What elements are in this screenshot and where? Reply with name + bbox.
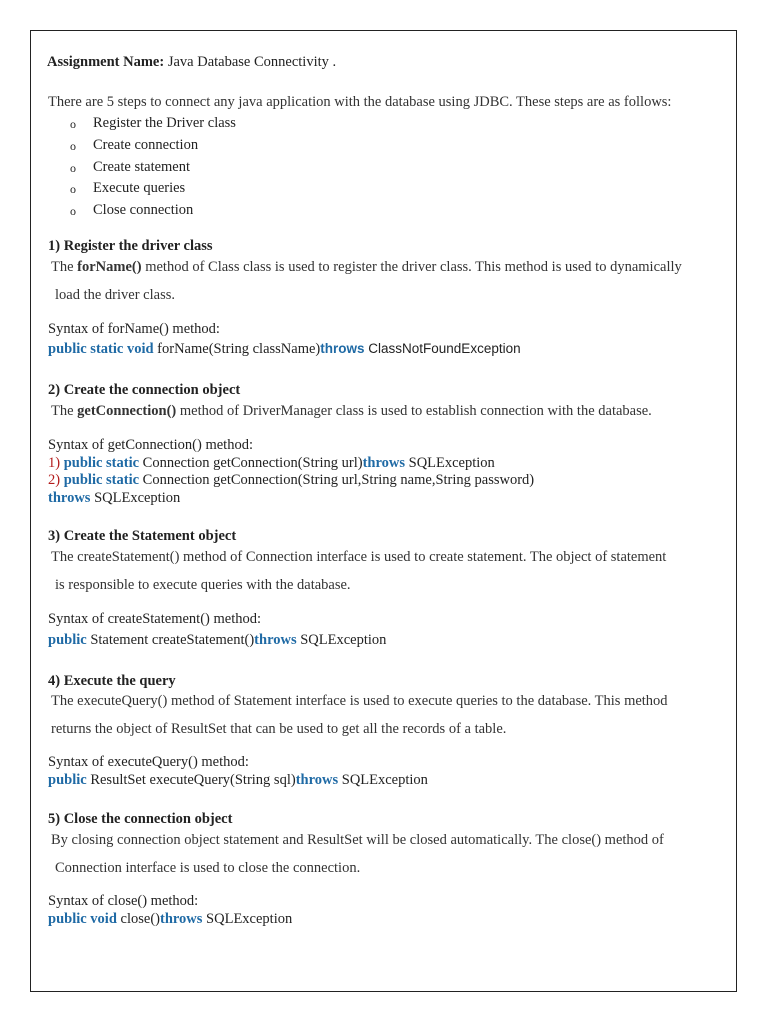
section-2-code-line1: [48, 454, 495, 472]
section-5-heading: 5) Close the connection object: [48, 811, 233, 827]
code-keyword: public: [48, 632, 87, 648]
assignment-line: [47, 53, 336, 71]
section-5-code: [48, 910, 292, 928]
method-name: getConnection(): [77, 403, 177, 419]
section-3-desc-line1: The createStatement() method of Connection interface is used to create statement. The object of statement: [51, 549, 667, 565]
section-4-syntax-label: Syntax of executeQuery() method:: [48, 754, 249, 770]
intro-text: There are 5 steps to connect any java application with the database using JDBC. These steps are as follows:: [48, 94, 672, 110]
section-1-desc-line1: [51, 258, 682, 276]
code-text: SQLException: [296, 632, 387, 648]
code-text: ResultSet executeQuery(String sql): [86, 772, 296, 788]
section-4-code: [48, 771, 428, 789]
desc-text: The: [51, 259, 78, 275]
code-number: 1): [48, 455, 64, 471]
bullet-icon: o: [70, 139, 76, 153]
code-number: 2): [48, 472, 64, 488]
code-text: SQLException: [338, 772, 428, 788]
section-1-code: [48, 340, 521, 358]
code-text: Connection getConnection(String url,String name,String password): [139, 472, 535, 488]
section-4-desc-line1: The executeQuery() method of Statement interface is used to execute queries to the database. This method: [51, 693, 668, 709]
code-keyword: throws: [48, 490, 91, 506]
section-5-syntax-label: Syntax of close() method:: [48, 893, 199, 909]
bullet-icon: o: [70, 117, 76, 131]
code-keyword: public: [48, 772, 87, 788]
code-text: Statement createStatement(): [86, 632, 255, 648]
assignment-value: Java Database Connectivity .: [167, 54, 337, 70]
section-2-heading: 2) Create the connection object: [48, 382, 241, 398]
section-3-heading: 3) Create the Statement object: [48, 528, 237, 544]
desc-text: method of DriverManager class is used to establish connection with the database.: [176, 403, 652, 419]
section-3-desc-line2: is responsible to execute queries with the database.: [55, 577, 351, 593]
code-keyword: throws: [320, 341, 365, 356]
code-keyword: throws: [159, 911, 203, 927]
bullet-icon: o: [70, 204, 76, 218]
section-2-code-line2: [48, 471, 534, 489]
code-text: SQLException: [202, 911, 293, 927]
method-name: forName(): [77, 259, 142, 275]
section-5-desc-line2: Connection interface is used to close the connection.: [55, 860, 361, 876]
bullet-icon: o: [70, 182, 76, 196]
list-item: Create connection: [93, 137, 199, 153]
code-text: ClassNotFoundException: [364, 341, 521, 356]
code-keyword: public static: [63, 472, 140, 488]
bullet-icon: o: [70, 161, 76, 175]
code-keyword: public void: [48, 911, 117, 927]
section-1-heading: 1) Register the driver class: [48, 238, 213, 254]
list-item: Close connection: [93, 202, 194, 218]
section-1-syntax-label: Syntax of forName() method:: [48, 321, 220, 337]
desc-text: method of Class class is used to register the driver class. This method is used to dynamically: [141, 259, 682, 275]
desc-text: The: [51, 403, 78, 419]
code-text: close(): [116, 911, 160, 927]
section-1-desc-line2: load the driver class.: [55, 287, 175, 303]
code-text: Connection getConnection(String url): [139, 455, 363, 471]
code-keyword: public static void: [48, 341, 154, 357]
code-text: SQLException: [90, 490, 181, 506]
code-keyword: throws: [295, 772, 339, 788]
section-4-desc-line2: returns the object of ResultSet that can be used to get all the records of a table.: [51, 721, 507, 737]
list-item: Create statement: [93, 159, 191, 175]
code-text: forName(String className): [153, 341, 321, 357]
section-2-syntax-label: Syntax of getConnection() method:: [48, 437, 253, 453]
section-5-desc-line1: By closing connection object statement and ResultSet will be closed automatically. The close() method of: [51, 832, 664, 848]
list-item: Register the Driver class: [93, 115, 236, 131]
assignment-label: Assignment Name:: [47, 54, 165, 70]
section-2-desc-line1: [51, 402, 652, 420]
code-keyword: public static: [63, 455, 140, 471]
section-4-heading: 4) Execute the query: [48, 673, 176, 689]
code-text: SQLException: [405, 455, 495, 471]
section-3-code: [48, 631, 386, 649]
code-keyword: throws: [254, 632, 297, 648]
section-3-syntax-label: Syntax of createStatement() method:: [48, 611, 261, 627]
code-keyword: throws: [362, 455, 405, 471]
list-item: Execute queries: [93, 180, 186, 196]
section-2-code-line3: [48, 489, 180, 507]
